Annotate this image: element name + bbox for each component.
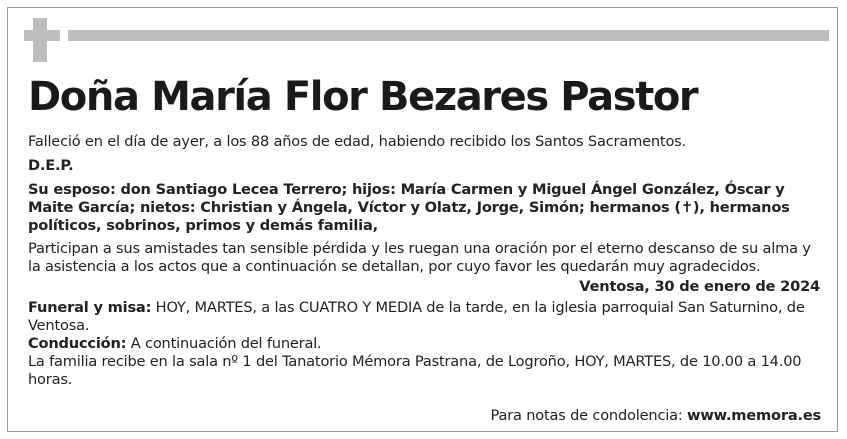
conduction-text: A continuación del funeral. xyxy=(126,335,322,352)
family-list: Su esposo: don Santiago Lecea Terrero; hijos: María Carmen y Miguel Ángel González, Óscar y Maite García; nietos: Christian y Ángela, Víctor y Olatz, Jorge, Simón; hermanos (✝), hermanos políticos, sobrinos, primos y demás familia, xyxy=(28,181,790,234)
condolence-note xyxy=(491,407,821,424)
header-rule xyxy=(68,30,829,41)
death-announcement: Falleció en el día de ayer, a los 88 años de edad, habiendo recibido los Santos Sacramentos. xyxy=(28,133,687,150)
condolence-link[interactable]: www.memora.es xyxy=(687,407,821,424)
deceased-name: Doña María Flor Bezares Pastor xyxy=(28,74,698,120)
notice-body xyxy=(28,133,820,389)
funeral-label: Funeral y misa: xyxy=(28,299,152,316)
condolence-label: Para notas de condolencia: xyxy=(490,407,688,424)
funeral-text: HOY, MARTES, a las CUATRO Y MEDIA de la tarde, en la iglesia parroquial San Saturnino, de Ventosa. xyxy=(28,299,805,334)
invitation-text: Participan a sus amistades tan sensible pérdida y les ruegan una oración por el eterno descanso de su alma y la asistencia a los actos que a continuación se detallan, por cuyo favor les quedarán muy agradecidos. xyxy=(28,240,811,275)
conduction-info xyxy=(28,335,820,353)
dep-line: D.E.P. xyxy=(28,157,74,174)
cross-icon-bar xyxy=(24,30,60,41)
funeral-info xyxy=(28,299,820,335)
wake-info: La familia recibe en la sala nº 1 del Tanatorio Mémora Pastrana, de Logroño, HOY, MARTES, de 10.00 a 14.00 horas. xyxy=(28,353,802,388)
place-date: Ventosa, 30 de enero de 2024 xyxy=(579,278,820,295)
conduction-label: Conducción: xyxy=(28,335,127,352)
